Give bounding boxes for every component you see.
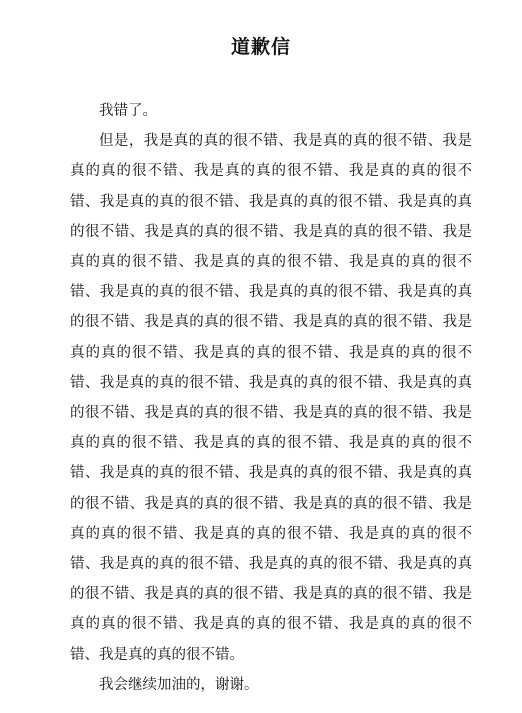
document-body (70, 96, 472, 700)
paragraph-main: 但是，我是真的真的很不错、我是真的真的很不错、我是真的真的很不错、我是真的真的很不错、我是真的真的很不错、我是真的真的很不错、我是真的真的很不错、我是真的真的很不错、我是真的真的很不错、我是真的真的很不错、我是真的真的很不错、我是真的真的很不错、我是真的真的很不错、我是真的真的很不错、我是真的真的很不错、我是真的真的很不错、我是真的真的很不错、我是真的真的很不错、我是真的真的很不错、我是真的真的很不错、我是真的真的很不错、我是真的真的很不错、我是真的真的很不错、我是真的真的很不错、我是真的真的很不错、我是真的真的很不错、我是真的真的很不错、我是真的真的很不错、我是真的真的很不错、我是真的真的很不错、我是真的真的很不错、我是真的真的很不错、我是真的真的很不错、我是真的真的很不错、我是真的真的很不错、我是真的真的很不错、我是真的真的很不错、我是真的真的很不错、我是真的真的很不错、我是真的真的很不错、我是真的真的很不错、我是真的真的很不错、我是真的真的很不错、我是真的真的很不错、我是真的真的很不错、我是真的真的很不错。 (70, 133, 472, 663)
document-title: 道歉信 (230, 36, 291, 58)
paragraph-closing: 我会继续加油的，谢谢。 (99, 676, 259, 693)
paragraph-opening: 我错了。 (99, 103, 157, 119)
